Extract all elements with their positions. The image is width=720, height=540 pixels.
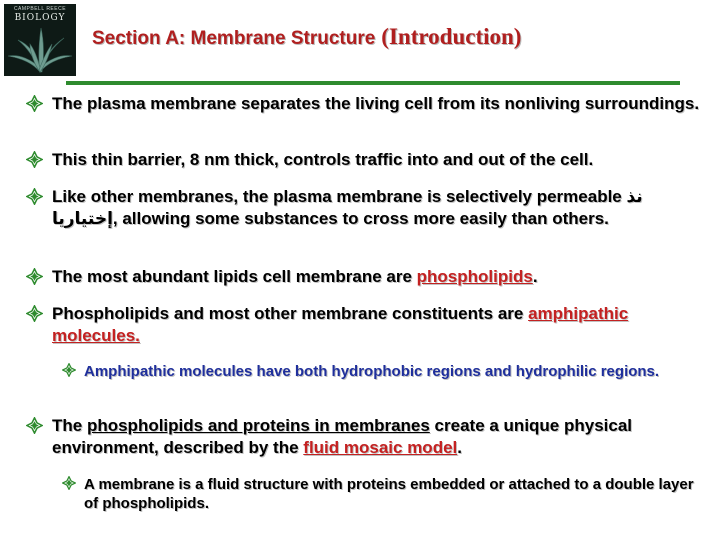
bullet-text: The xyxy=(52,416,87,435)
bullet-item xyxy=(26,266,710,288)
highlight-phospholipids: phospholipids xyxy=(416,267,533,286)
bullet-text: The plasma membrane separates the living cell from its nonliving surroundings. xyxy=(52,94,700,113)
bullet-text: The most abundant lipids cell membrane are xyxy=(52,267,417,286)
sub-bullet-item xyxy=(62,475,704,513)
book-series: CAMPBELL REECE xyxy=(13,6,67,12)
diamond-bullet-icon xyxy=(26,417,43,434)
title-subtitle: (Introduction) xyxy=(381,24,522,49)
diamond-bullet-icon xyxy=(26,305,43,322)
book-title: BIOLOGY xyxy=(14,13,66,23)
bullet-text: Phospholipids and most other membrane constituents are xyxy=(52,304,529,323)
highlight-membrane-components: phospholipids and proteins in membranes xyxy=(86,416,430,435)
arabic-translation: نذ إختياريا xyxy=(52,187,643,229)
diamond-bullet-icon xyxy=(26,95,43,112)
bullet-text: This thin barrier, 8 nm thick, controls traffic into and out of the cell. xyxy=(52,150,594,169)
diamond-bullet-icon xyxy=(62,476,76,490)
bullet-text-middle: create a unique physical environment, described by the xyxy=(52,416,633,457)
highlight-amphipathic: amphipathic molecules. xyxy=(52,304,629,345)
diamond-bullet-icon xyxy=(26,151,43,168)
diamond-bullet-icon xyxy=(62,363,76,377)
sub-bullet-text: A membrane is a fluid structure with proteins embedded or attached to a double layer of phospholipids. xyxy=(84,476,694,512)
diamond-bullet-icon xyxy=(26,188,43,205)
bullet-text-continued: , allowing some substances to cross more easily than others. xyxy=(112,209,609,228)
bullet-item xyxy=(26,415,710,459)
highlight-fluid-mosaic-model: fluid mosaic model xyxy=(303,438,458,457)
bullet-item xyxy=(26,93,710,115)
bullet-punctuation: . xyxy=(532,267,538,286)
sub-bullet-text: Amphipathic molecules have both hydrophobic regions and hydrophilic regions. xyxy=(84,363,660,380)
diamond-bullet-icon xyxy=(26,268,43,285)
title-main: Section A: Membrane Structure xyxy=(92,28,376,49)
bullet-punctuation: . xyxy=(457,438,462,457)
bullet-item xyxy=(26,186,710,230)
bullet-item xyxy=(26,149,710,171)
sub-bullet-item xyxy=(62,362,704,381)
bullet-text: Like other membranes, the plasma membrane is selectively permeable xyxy=(52,187,627,206)
bullet-item xyxy=(26,303,710,347)
